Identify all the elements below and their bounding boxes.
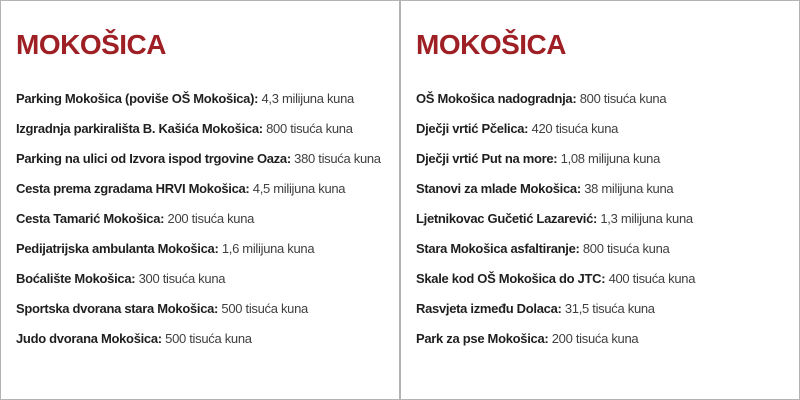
panel-title: MOKOŠICA [16, 29, 166, 60]
item-value: 200 tisuća kuna [167, 211, 255, 226]
item-value: 300 tisuća kuna [138, 271, 226, 286]
item-label: Izgradnja parkirališta B. Kašića Mokošica: [16, 121, 263, 136]
item-value: 200 tisuća kuna [551, 331, 639, 346]
item-label: Parking Mokošica (poviše OŠ Mokošica): [16, 91, 259, 106]
list-item [16, 181, 384, 197]
item-value: 800 tisuća kuna [266, 121, 353, 136]
list-item [416, 121, 784, 137]
list-item [16, 301, 384, 317]
item-value: 1,08 milijuna kuna [560, 151, 661, 166]
item-value: 420 tisuća kuna [531, 121, 619, 136]
list-item [16, 91, 384, 107]
list-item [416, 271, 784, 287]
list-item [16, 121, 384, 137]
item-label: Skale kod OŠ Mokošica do JTC: [416, 271, 606, 286]
list-item [16, 151, 384, 167]
project-list [16, 91, 384, 347]
item-label: Sportska dvorana stara Mokošica: [16, 301, 219, 316]
item-label: Pedijatrijska ambulanta Mokošica: [16, 241, 219, 256]
item-label: Rasvjeta između Dolaca: [416, 301, 562, 316]
item-label: Judo dvorana Mokošica: [16, 331, 162, 346]
item-value: 4,3 milijuna kuna [261, 91, 354, 106]
list-item [416, 181, 784, 197]
item-value: 1,6 milijuna kuna [221, 241, 315, 256]
list-item [16, 331, 384, 347]
item-value: 800 tisuća kuna [579, 91, 667, 106]
item-label: Stanovi za mlade Mokošica: [416, 181, 581, 196]
item-label: Boćalište Mokošica: [16, 271, 136, 286]
list-item [416, 211, 784, 227]
list-item [16, 241, 384, 257]
item-value: 31,5 tisuća kuna [564, 301, 655, 316]
list-item [416, 91, 784, 107]
item-label: Dječji vrtić Put na more: [416, 151, 558, 166]
project-list [416, 91, 784, 347]
item-label: Cesta Tamarić Mokošica: [16, 211, 165, 226]
item-label: Dječji vrtić Pčelica: [416, 121, 529, 136]
item-label: Parking na ulici od Izvora ispod trgovine Oaza: [16, 151, 291, 166]
item-label: Cesta prema zgradama HRVI Mokošica: [16, 181, 250, 196]
item-label: Ljetnikovac Gučetić Lazarević: [416, 211, 598, 226]
list-item [16, 271, 384, 287]
item-value: 400 tisuća kuna [608, 271, 696, 286]
item-value: 500 tisuća kuna [221, 301, 308, 316]
list-item [16, 211, 384, 227]
item-label: Park za pse Mokošica: [416, 331, 549, 346]
panel-right [400, 0, 800, 400]
item-value: 38 milijuna kuna [584, 181, 674, 196]
item-value: 4,5 milijuna kuna [252, 181, 346, 196]
item-value: 800 tisuća kuna [582, 241, 670, 256]
list-item [416, 151, 784, 167]
item-label: OŠ Mokošica nadogradnja: [416, 91, 577, 106]
panel-title: MOKOŠICA [416, 29, 566, 60]
item-value: 1,3 milijuna kuna [600, 211, 693, 226]
list-item [416, 241, 784, 257]
item-label: Stara Mokošica asfaltiranje: [416, 241, 580, 256]
item-value: 500 tisuća kuna [165, 331, 252, 346]
list-item [416, 301, 784, 317]
item-value: 380 tisuća kuna [294, 151, 381, 166]
list-item [416, 331, 784, 347]
